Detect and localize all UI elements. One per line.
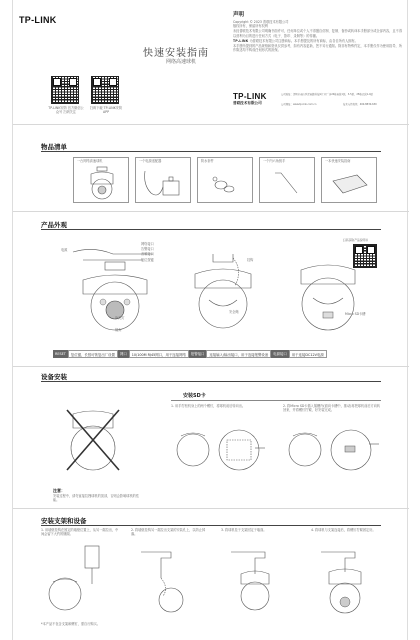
callout-audio: 音频接口: [141, 252, 154, 256]
power-adapter-icon: [141, 167, 187, 201]
spec-key: RESET: [55, 352, 66, 356]
sd-step-1: 1. 用手拧松机身上的两个螺钉，将球机前后转向出。: [171, 404, 246, 408]
interface-spec-bar: [53, 350, 327, 358]
mount-step-1: 1. 用墙壁挂钩在固定的墙壁位置上，从另一端拉出，中间会留下大约的缝隙。: [41, 528, 119, 537]
cover-title: 快速安装指南: [143, 48, 209, 59]
divider-packing: [13, 211, 409, 212]
callout-sd: Micro SD卡槽: [345, 312, 366, 316]
company-web: 公司网址：www.tp-link.com.cn: [281, 103, 317, 106]
wechat-qr-code: [51, 76, 79, 104]
declaration-block: [233, 10, 403, 52]
callout-ir: 补光灯: [115, 316, 125, 320]
callout-lens: 镜头: [115, 328, 122, 332]
packing-item-guide: [321, 157, 377, 203]
no-dismantle-illustration: [53, 400, 133, 480]
packing-item-label: 一本快速安装指南: [325, 159, 351, 163]
ptz-camera-icon: [87, 166, 117, 200]
mount-heading: 安装支架和设备: [41, 517, 87, 525]
declaration-heading: 声明: [233, 12, 245, 18]
callout-alarm: 告警接口: [141, 247, 154, 251]
sd-step-2: 2. 将Micro SD卡插入插槽内(面向卡槽中，推动)再把球机前后方向转回来，并将螺钉拧紧，好安装完成。: [283, 404, 381, 413]
sd-step-2-illustration: [283, 418, 383, 478]
manual-qr-code: [353, 244, 377, 268]
callout-power: 电源: [61, 248, 68, 252]
company-name: 普联技术有限公司: [233, 101, 262, 105]
packing-item-adapter: [135, 157, 191, 203]
guide-booklet-icon: [327, 167, 373, 201]
declaration-copyright: Copyright © 2023 普联技术有限公司: [233, 20, 289, 24]
mount-underline: [41, 525, 381, 526]
appearance-front-view: [53, 232, 163, 342]
mount-step-3: 3. 将球机挂于支架固定于墙面。: [221, 528, 267, 532]
spec-key: 报警接口: [190, 352, 205, 356]
waterproof-kit-icon: [203, 167, 249, 201]
divider-install: [13, 508, 409, 509]
inline-brand-mark: TP-LINK: [233, 38, 249, 43]
warning-title: 注意：: [53, 488, 65, 493]
declaration-paragraph-1: 未经普联技术有限公司明确书面许可，任何单位或个人不得擅自仿制、复制、誊抄或转译本手册部分或全部内容，且不得以营利为目的进行任何方式（电子、影印、录制等）的传播。: [233, 29, 402, 38]
guide-sheet: [12, 0, 408, 640]
appearance-heading: 产品外观: [41, 221, 67, 229]
declaration-paragraph-2-text: 为普联技术有限公司注册商标。本手册提及的所有商标，由各自所有人拥有。: [249, 38, 358, 43]
mount-step-4-illustration: [311, 544, 391, 616]
manual-qr-block: [343, 238, 387, 266]
hex-wrench-icon: [265, 167, 311, 201]
prohibited-cross-icon: [53, 400, 133, 480]
declaration-paragraph-2: [233, 39, 403, 43]
mount-step-2-illustration: [131, 544, 211, 616]
callout-reset: 复位按键: [141, 258, 154, 262]
mount-step-1-illustration: [41, 544, 121, 616]
mount-footnote: *本产品不包含支架和螺钉，需自行购买。: [41, 622, 100, 626]
packing-item-camera: [73, 157, 129, 203]
appearance-underline: [41, 229, 381, 230]
install-heading: 设备安装: [41, 373, 67, 381]
qr-caption-right: 扫码下载 TP-LINK安防APP: [89, 106, 123, 115]
qr-caption-left: TP-LINK安防 官方微信公众号 扫码关注: [48, 106, 84, 115]
spec-value: 连接输入/输出接口，用于连接报警设备: [206, 350, 271, 358]
sd-underline: [171, 400, 381, 401]
spec-value: 10/100M RJ45网口，用于连接网络: [129, 350, 189, 358]
company-address: 公司地址：深圳市南山区深南路科技园工业厂房24栋南段1层、3-5层、28栋北段1-4层: [281, 93, 373, 96]
mount-step-3-illustration: [221, 544, 301, 616]
spec-value: 用于连接DC12V电源: [289, 350, 327, 358]
callout-rope: 安全绳: [229, 310, 239, 314]
packing-item-waterproof: [197, 157, 253, 203]
mount-step-4: 4. 将球机与支架连接后，将螺钉拧紧固定好。: [311, 528, 376, 532]
sd-heading: 安装SD卡: [183, 393, 206, 399]
install-underline: [41, 381, 381, 382]
warning-block: [53, 488, 143, 502]
appearance-side-view: [173, 250, 273, 340]
packing-item-wrench: [259, 157, 315, 203]
spec-value: 复位键，长按可恢复出厂设置: [68, 350, 118, 358]
warning-text: 安装过程中，请勿直接拉拽球机的顶部，否则会影响球机的性能。: [53, 494, 140, 503]
cover-subtitle: 网络高速球机: [166, 59, 197, 65]
packing-item-label: 防水套件: [201, 159, 214, 163]
divider-appearance: [13, 366, 409, 367]
mount-step-2: 2. 将墙壁挂钩另一端拉出支架的安装孔上，以防止掉落。: [131, 528, 206, 537]
packing-heading: 物品清单: [41, 143, 67, 151]
spec-key: 网口: [119, 352, 127, 356]
qr-tip: 扫码获取产品说明书: [343, 238, 369, 242]
callout-network: 网络接口: [141, 242, 154, 246]
declaration-paragraph-3: 本手册所提到的产品规格和资讯仅供参考，如有内容更新，恕不另行通知。除非有特殊约定，本手册仅作为使用指导，所作陈述均不构成任何形式的担保。: [233, 44, 402, 53]
packing-item-label: 一台网络高速球机: [77, 159, 103, 163]
cover-logo: TP-LINK: [19, 15, 57, 25]
spec-key: 电源接口: [273, 352, 287, 356]
ptz-camera-side-icon: [173, 250, 273, 340]
declaration-rights: 版权所有，保留所有权利: [233, 24, 269, 29]
app-qr-code: [91, 76, 119, 104]
callout-mount: 挂钩: [247, 258, 254, 262]
company-logo: TP-LINK: [233, 92, 267, 101]
packing-item-label: 一个电源适配器: [139, 159, 162, 163]
company-hotline: 技术支持热线：400-8830-630: [343, 103, 377, 106]
packing-underline: [41, 151, 381, 152]
sd-step-1-illustration: [171, 418, 271, 478]
divider-cover: [13, 124, 409, 125]
packing-item-label: 一个内六角扳手: [263, 159, 286, 163]
